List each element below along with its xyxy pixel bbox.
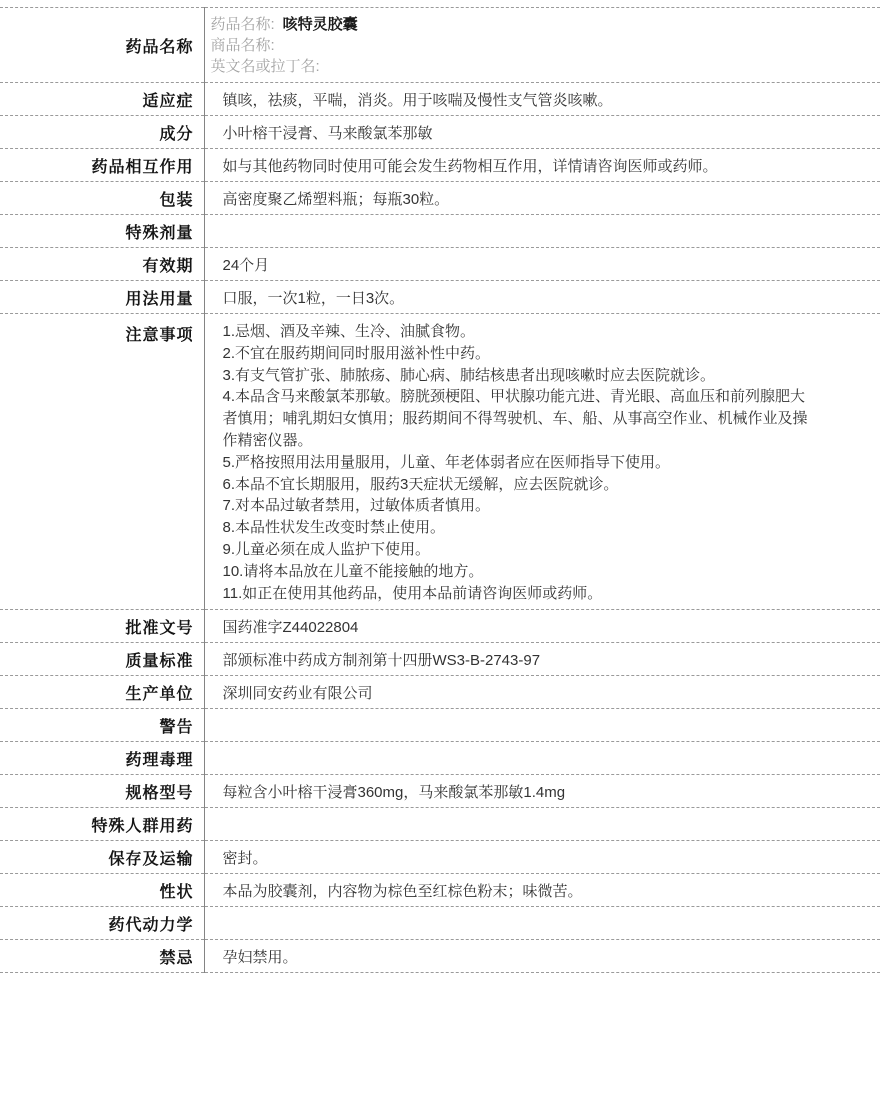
table-row	[0, 281, 880, 314]
table-row	[0, 248, 880, 281]
note-line: 10.请将本品放在儿童不能接触的地方。	[222, 562, 484, 580]
row-value: 每粒含小叶榕干浸膏360mg，马来酸氯苯那敏1.4mg	[204, 775, 880, 808]
field-value: 咳特灵胶囊	[282, 15, 358, 33]
table-row	[0, 149, 880, 182]
table-row	[0, 775, 880, 808]
table-row	[0, 116, 880, 149]
note-line: 2.不宜在服药期间同时服用滋补性中药。	[222, 344, 491, 362]
name-field-line	[211, 35, 811, 56]
row-label: 性状	[0, 874, 204, 907]
row-label: 规格型号	[0, 775, 204, 808]
table-row	[0, 215, 880, 248]
table-row	[0, 610, 880, 643]
note-line: 4.本品含马来酸氯苯那敏。膀胱颈梗阻、甲状腺功能亢进、青光眼、高血压和前列腺肥大者慎用；哺乳期妇女慎用；服药期间不得驾驶机、车、船、从事高空作业、机械作业及操作精密仪器。	[222, 388, 808, 449]
row-value: 高密度聚乙烯塑料瓶；每瓶30粒。	[204, 182, 880, 215]
note-line: 9.儿童必须在成人监护下使用。	[222, 540, 431, 558]
table-row	[0, 676, 880, 709]
row-label: 警告	[0, 709, 204, 742]
row-label: 成分	[0, 116, 204, 149]
row-value	[204, 742, 880, 775]
row-value	[204, 215, 880, 248]
table-row-drug-name	[0, 8, 880, 83]
note-line: 5.严格按照用法用量服用，儿童、年老体弱者应在医师指导下使用。	[222, 453, 671, 471]
row-value	[204, 8, 880, 83]
row-value: 部颁标准中药成方制剂第十四册WS3-B-2743-97	[204, 643, 880, 676]
note-line: 8.本品性状发生改变时禁止使用。	[222, 519, 446, 537]
drug-info-table	[0, 7, 880, 973]
row-label: 药代动力学	[0, 907, 204, 940]
row-value: 国药准字Z44022804	[204, 610, 880, 643]
row-label: 特殊剂量	[0, 215, 204, 248]
row-label: 包装	[0, 182, 204, 215]
row-value: 密封。	[204, 841, 880, 874]
field-key: 商品名称:	[210, 36, 275, 54]
field-key: 药品名称:	[210, 15, 275, 33]
note-line: 6.本品不宜长期服用，服药3天症状无缓解，应去医院就诊。	[222, 475, 619, 493]
row-label: 有效期	[0, 248, 204, 281]
row-value	[204, 709, 880, 742]
row-label: 禁忌	[0, 940, 204, 973]
row-label: 用法用量	[0, 281, 204, 314]
note-line: 1.忌烟、酒及辛辣、生冷、油腻食物。	[222, 323, 476, 340]
row-label: 适应症	[0, 83, 204, 116]
row-value: 24个月	[204, 248, 880, 281]
row-value: 镇咳，祛痰，平喘，消炎。用于咳喘及慢性支气管炎咳嗽。	[204, 83, 880, 116]
table-row	[0, 83, 880, 116]
table-row	[0, 841, 880, 874]
field-key: 英文名或拉丁名:	[210, 57, 320, 75]
table-row	[0, 709, 880, 742]
note-line: 3.有支气管扩张、肺脓疡、肺心病、肺结核患者出现咳嗽时应去医院就诊。	[222, 366, 716, 384]
table-row	[0, 907, 880, 940]
table-row	[0, 940, 880, 973]
table-row	[0, 874, 880, 907]
row-value: 口服，一次1粒，一日3次。	[204, 281, 880, 314]
name-field-line	[211, 14, 811, 35]
row-value: 孕妇禁用。	[204, 940, 880, 973]
row-label: 注意事项	[0, 314, 204, 610]
row-value: 如与其他药物同时使用可能会发生药物相互作用，详情请咨询医师或药师。	[204, 149, 880, 182]
table-row	[0, 182, 880, 215]
table-row	[0, 314, 880, 610]
row-label: 批准文号	[0, 610, 204, 643]
row-label: 药理毒理	[0, 742, 204, 775]
row-value	[204, 907, 880, 940]
table-row	[0, 643, 880, 676]
row-label: 质量标准	[0, 643, 204, 676]
row-value	[204, 808, 880, 841]
row-value: 小叶榕干浸膏、马来酸氯苯那敏	[204, 116, 880, 149]
row-label: 药品名称	[0, 8, 204, 83]
table-row	[0, 808, 880, 841]
table-row	[0, 742, 880, 775]
row-label: 生产单位	[0, 676, 204, 709]
row-label: 特殊人群用药	[0, 808, 204, 841]
note-line: 11.如正在使用其他药品，使用本品前请咨询医师或药师。	[222, 584, 603, 602]
row-value	[204, 314, 880, 610]
drug-table-body	[0, 8, 880, 973]
row-value: 本品为胶囊剂，内容物为棕色至红棕色粉末；味微苦。	[204, 874, 880, 907]
name-field-line	[211, 56, 811, 77]
row-label: 药品相互作用	[0, 149, 204, 182]
row-value: 深圳同安药业有限公司	[204, 676, 880, 709]
note-line: 7.对本品过敏者禁用，过敏体质者慎用。	[222, 497, 491, 515]
row-label: 保存及运输	[0, 841, 204, 874]
